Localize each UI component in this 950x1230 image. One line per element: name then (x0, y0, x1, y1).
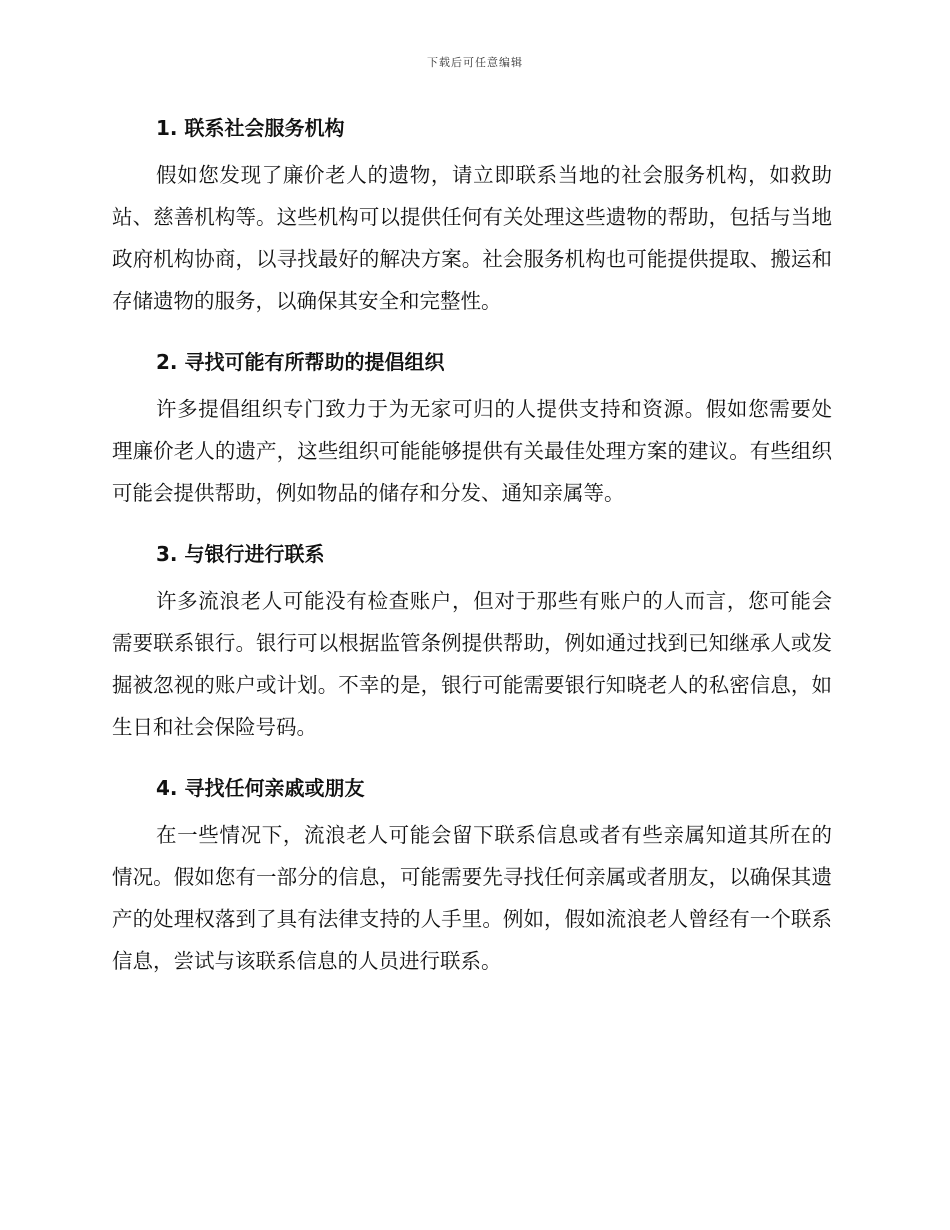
section-paragraph: 在一些情况下，流浪老人可能会留下联系信息或者有些亲属知道其所在的情况。假如您有一部分的信息，可能需要先寻找任何亲属或者朋友，以确保其遗产的处理权落到了具有法律支持的人手里。例如，假如流浪老人曾经有一个联系信息，尝试与该联系信息的人员进行联系。 (112, 823, 832, 973)
page-header-note: 下载后可任意编辑 (427, 56, 523, 69)
section-heading: 3. 与银行进行联系 (156, 542, 325, 566)
section-paragraph: 假如您发现了廉价老人的遗物，请立即联系当地的社会服务机构，如救助站、慈善机构等。这些机构可以提供任何有关处理这些遗物的帮助，包括与当地政府机构协商，以寻找最好的解决方案。社会服务机构也可能提供提取、搬运和存储遗物的服务，以确保其安全和完整性。 (112, 163, 832, 313)
section-paragraph: 许多提倡组织专门致力于为无家可归的人提供支持和资源。假如您需要处理廉价老人的遗产，这些组织可能能够提供有关最佳处理方案的建议。有些组织可能会提供帮助，例如物品的储存和分发、通知亲属等。 (112, 397, 832, 505)
section-heading: 2. 寻找可能有所帮助的提倡组织 (156, 350, 445, 374)
section-paragraph: 许多流浪老人可能没有检查账户，但对于那些有账户的人而言，您可能会需要联系银行。银行可以根据监管条例提供帮助，例如通过找到已知继承人或发掘被忽视的账户或计划。不幸的是，银行可能需要银行知晓老人的私密信息，如生日和社会保险号码。 (112, 589, 832, 739)
section-heading: 1. 联系社会服务机构 (156, 116, 345, 140)
section-heading: 4. 寻找任何亲戚或朋友 (156, 776, 365, 800)
document-body (112, 112, 832, 1006)
